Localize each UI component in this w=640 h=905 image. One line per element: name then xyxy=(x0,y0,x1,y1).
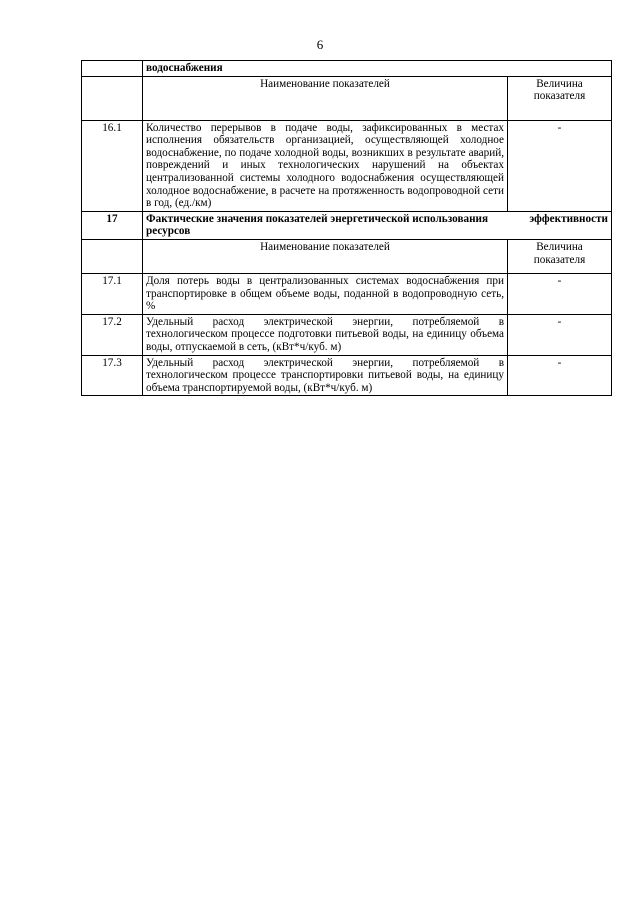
section-17-title: Фактические значения показателей энергетической использования ресурсов xyxy=(146,212,489,238)
header-row-16 xyxy=(82,76,612,120)
table-row-17-3 xyxy=(82,355,612,396)
header-name: Наименование показателей xyxy=(143,76,508,120)
section-17-row xyxy=(82,211,612,239)
row-text: Удельный расход электрической энергии, потребляемой в технологическом процессе подготовки питьевой воды, на единицу объема воды, отпускаемой в сеть, (кВт*ч/куб. м) xyxy=(143,314,508,355)
row-num: 16.1 xyxy=(82,120,143,211)
indicators-table xyxy=(81,60,612,396)
header-value: Величина показателя xyxy=(508,239,612,273)
section-17-title-right: эффективности xyxy=(529,212,608,225)
row-text: Удельный расход электрической энергии, потребляемой в технологическом процессе транспортировки питьевой воды, на единицу объема транспортируемой воды, (кВт*ч/куб. м) xyxy=(143,355,508,396)
row-value: - xyxy=(508,120,612,211)
row-text: Доля потерь воды в централизованных системах водоснабжения при транспортировке в общем объеме воды, поданной в водопроводную сеть, % xyxy=(143,273,508,314)
section-16-tail: водоснабжения xyxy=(143,61,612,77)
header-value: Величина показателя xyxy=(508,76,612,120)
row-value: - xyxy=(508,314,612,355)
table-row-17-2 xyxy=(82,314,612,355)
header-name: Наименование показателей xyxy=(143,239,508,273)
row-text: Количество перерывов в подаче воды, зафиксированных в местах исполнения обязательств организацией, осуществляющей холодное водоснабжение, по подаче холодной воды, возникших в результате аварий, повреждений и иных технологических нарушений на объектах централизованной системы холодного водоснабжения осуществляющей холодное водоснабжение, в расчете на протяженность водопроводной сети в год, (ед./км) xyxy=(143,120,508,211)
section-16-num-cell xyxy=(82,61,143,77)
row-num: 17.1 xyxy=(82,273,143,314)
header-empty-cell xyxy=(82,76,143,120)
row-value: - xyxy=(508,355,612,396)
table-row-16-1 xyxy=(82,120,612,211)
row-num: 17.3 xyxy=(82,355,143,396)
section-17-num: 17 xyxy=(82,211,143,239)
section-16-tail-row xyxy=(82,61,612,77)
header-empty-cell xyxy=(82,239,143,273)
row-value: - xyxy=(508,273,612,314)
section-17-title-cell xyxy=(143,211,612,239)
page-number: 6 xyxy=(316,37,324,52)
table-row-17-1 xyxy=(82,273,612,314)
header-row-17 xyxy=(82,239,612,273)
row-num: 17.2 xyxy=(82,314,143,355)
